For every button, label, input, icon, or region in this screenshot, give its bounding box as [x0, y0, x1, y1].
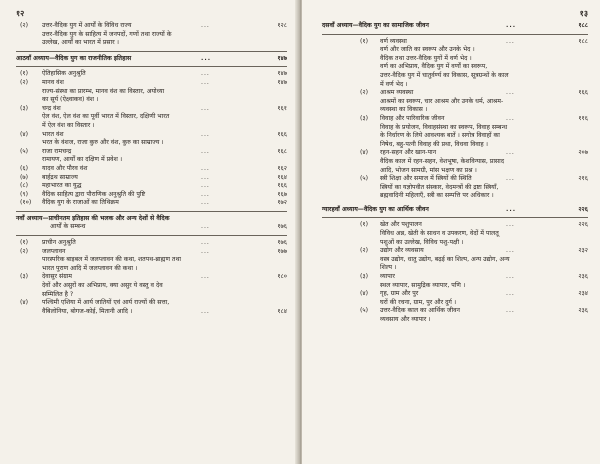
toc-text: पारस्परिक बाइबल में जलप्लावन की कथा, शतपथ-ब्राह्मण तथा: [42, 256, 182, 264]
page-ref: १४७: [277, 78, 287, 86]
item-number: (२): [20, 22, 29, 29]
toc-text: उल्लेख, आर्यों का भारत में प्रसार ।: [42, 39, 119, 47]
leader-dots: ...: [201, 164, 210, 172]
chapter-heading: [322, 206, 588, 215]
toc-line: [16, 113, 287, 122]
toc-line: [16, 174, 287, 183]
item-number: (४): [20, 299, 29, 307]
toc-text: आश्रमों का स्वरूप, चार आश्रम और उनके धर्म, आश्रम-: [380, 97, 504, 105]
item-number: (१०): [20, 199, 32, 207]
toc-text: में ऐल वंश का विस्तार ।: [42, 121, 95, 129]
toc-text: स्थल व्यापार, सामुद्रिक व्यापार, पणि ।: [380, 281, 466, 289]
toc-line: [322, 46, 588, 55]
toc-text: वैदिक तथा उत्तर-वैदिक युगों में वर्ण भेद ।: [380, 54, 472, 62]
item-number: (२): [20, 78, 29, 86]
toc-line: [16, 139, 287, 148]
leader-dots: ...: [506, 221, 515, 229]
toc-text: स्त्रियों का यज्ञोपवीत संस्कार, वेदमन्त्रों की द्रष्टा स्त्रियाँ,: [380, 183, 499, 191]
toc-line: [322, 63, 588, 72]
leader-dots: ...: [506, 175, 515, 183]
toc-text: शिल्प ।: [380, 264, 397, 272]
toc-line: [16, 282, 287, 291]
toc-text: वैदिक युग के राजाओं का तिथिक्रम: [42, 199, 119, 207]
item-number: (९): [20, 190, 29, 198]
toc-text: पश्चिमी एशिया में आर्य जातियों एवं आर्य राज्यों की सत्ता,: [42, 299, 170, 307]
toc-line: [16, 39, 287, 48]
item-number: (८): [20, 182, 29, 190]
toc-text: वस्त्र उद्योग, धातु उद्योग, बढ़ई का शिल्प, अन्य उद्योग, अन्य: [380, 255, 510, 263]
toc-line: [322, 316, 588, 325]
item-number: (२): [360, 89, 369, 97]
leader-dots: ...: [201, 173, 210, 181]
toc-line: [16, 165, 287, 174]
item-number: (५): [360, 175, 369, 183]
leader-dots: ...: [506, 22, 517, 29]
item-number: (६): [20, 164, 29, 172]
toc-line: [322, 307, 588, 316]
toc-text: नवाँ अध्याय—प्राचीनतम इतिहास की भलक और अन्य देशों से वैदिक: [16, 214, 170, 222]
leader-dots: ...: [506, 37, 515, 45]
toc-line: [322, 264, 588, 273]
toc-text: राजा रामचन्द्र: [42, 147, 72, 155]
leader-dots: ...: [201, 247, 210, 255]
toc-line: [322, 290, 588, 299]
item-number: (३): [20, 273, 29, 281]
section-rule: [322, 34, 588, 35]
toc-line: [322, 89, 588, 98]
leader-dots: ...: [201, 104, 210, 112]
toc-text: विवाह के प्रयोजन, विवाहसंस्था का स्वरूप, विवाह सम्बन्ध: [380, 123, 508, 131]
toc-text: पशुओं का उल्लेख, विविध पशु-पक्षी ।: [380, 238, 464, 246]
leader-dots: ...: [201, 22, 210, 29]
right-page-number: १३: [579, 9, 588, 18]
toc-line: [322, 239, 588, 248]
page-ref: १७६: [277, 223, 287, 231]
page-ref: १८८: [578, 37, 588, 45]
toc-line: [16, 308, 287, 317]
item-number: (२): [360, 247, 369, 255]
right-toc: [322, 22, 588, 325]
toc-text: गृह, ग्राम और पुर: [380, 290, 419, 298]
toc-line: [16, 299, 287, 308]
page-ref: १६१: [277, 104, 287, 112]
toc-text: वैदिक साहित्य द्वारा पौराणिक अनुश्रुति की पुष्टि: [42, 190, 146, 198]
toc-text: स्त्री शिक्षा और समाज में स्त्रियों की स्थिति: [380, 175, 472, 183]
leader-dots: ...: [506, 273, 515, 281]
toc-line: [16, 199, 287, 208]
page-ref: २२६: [578, 205, 588, 213]
item-number: (१): [20, 239, 29, 247]
toc-text: आर्यों के सम्बन्ध: [50, 223, 86, 231]
toc-text: भरत के वंशज, राजा कुरु और वंश, कुरु का साम्राज्य ।: [42, 139, 164, 147]
toc-line: [322, 106, 588, 115]
toc-line: [16, 79, 287, 88]
toc-text: ऐतिहासिक अनुश्रुति: [42, 70, 86, 78]
toc-text: व्यवसाय और व्यापार ।: [380, 316, 431, 323]
toc-line: [322, 247, 588, 256]
toc-text: भारत वंश: [42, 130, 64, 138]
toc-line: [16, 22, 287, 31]
leader-dots: ...: [506, 114, 515, 122]
page-ref: २३४: [578, 290, 588, 298]
toc-line: [16, 223, 287, 232]
left-page: [0, 0, 299, 464]
toc-text: में वर्ण भेद ।: [380, 80, 408, 88]
toc-line: [16, 291, 287, 300]
leader-dots: ...: [201, 182, 210, 190]
right-page: [302, 0, 600, 464]
leader-dots: ...: [201, 307, 210, 315]
toc-line: [16, 191, 287, 200]
leader-dots: ...: [506, 247, 515, 255]
item-number: (४): [20, 130, 29, 138]
item-number: (५): [20, 147, 29, 155]
toc-line: [16, 122, 287, 131]
toc-text: खेत और पशुपालन: [380, 221, 422, 229]
toc-text: वैबिलोनिया, बोगज-कोई, मितानी आदि ।: [42, 307, 133, 315]
page-ref: ११६: [578, 114, 588, 122]
toc-text: के निर्धारण के लिये आवश्यक बातें । सगोत्र विवाहों का: [380, 132, 500, 140]
toc-line: [322, 282, 588, 291]
page-ref: १६६: [578, 89, 588, 97]
toc-line: [322, 175, 588, 184]
toc-line: [322, 72, 588, 81]
item-number: (३): [360, 273, 369, 281]
page-ref: १६६: [277, 182, 287, 190]
item-number: (१): [20, 70, 29, 78]
page-ref: १४७: [277, 70, 287, 78]
toc-line: [322, 81, 588, 90]
page-ref: १६२: [277, 164, 287, 172]
page-ref: १२८: [277, 22, 287, 29]
page-ref: १६४: [277, 173, 287, 181]
leader-dots: ...: [201, 273, 210, 281]
toc-line: [322, 115, 588, 124]
item-number: (१): [360, 37, 369, 45]
toc-line: [322, 221, 588, 230]
toc-text: उद्योग और व्यवसाय: [380, 247, 424, 255]
leader-dots: ...: [201, 223, 210, 231]
toc-text: आठवाँ अध्याय—वैदिक युग का राजनीतिक इतिहास: [16, 54, 132, 62]
toc-text: का सूर्य (ऐक्ष्वाकव) वंश ।: [42, 96, 99, 104]
page-ref: १८४: [277, 307, 287, 315]
left-toc: [16, 22, 287, 316]
toc-text: निषेध, बहु-पत्नी विवाह की प्रथा, विधवा विवाह ।: [380, 140, 489, 148]
toc-line: [322, 141, 588, 150]
item-number: (५): [360, 307, 369, 315]
page-ref: १७२: [277, 199, 287, 207]
leader-dots: ...: [201, 199, 210, 207]
toc-line: [16, 273, 287, 282]
toc-text: रामायण, आर्यों का दक्षिण में प्रवेश ।: [42, 156, 123, 164]
leader-dots: ...: [506, 290, 515, 298]
section-rule: [16, 211, 287, 212]
page-ref: २१६: [578, 175, 588, 183]
toc-text: उत्तर-वैदिक युग के साहित्य में जनपदों, गणों तथा राज्यों के: [42, 30, 172, 38]
toc-text: प्राचीन अनुश्रुति: [42, 239, 76, 247]
section-rule: [16, 51, 287, 52]
leader-dots: ...: [201, 239, 210, 247]
toc-line: [322, 192, 588, 201]
toc-line: [322, 230, 588, 239]
page-ref: २३६: [578, 307, 588, 315]
leader-dots: ...: [201, 54, 212, 62]
toc-text: व्यवस्था का विकास ।: [380, 106, 428, 114]
toc-text: ऐल वंश, ऐल वंश का पूर्वी भारत में विस्तार, दक्षिणी भारत: [42, 113, 170, 121]
toc-line: [322, 256, 588, 265]
toc-text: दसवाँ अध्याय—वैदिक युग का सामाजिक जीवन: [322, 22, 429, 29]
toc-text: देवों और असुरों का अभिप्राय, क्या असुर ये वस्तु व देव: [42, 282, 163, 290]
toc-text: ग्यारहवाँ अध्याय—वैदिक युग का आर्थिक जीवन: [322, 205, 429, 213]
page-ref: १७६: [277, 239, 287, 247]
toc-text: आश्रम व्यवस्था: [380, 89, 414, 97]
leader-dots: ...: [506, 307, 515, 315]
toc-line: [322, 158, 588, 167]
section-rule: [16, 66, 287, 67]
toc-line: [16, 70, 287, 79]
leader-dots: ...: [201, 190, 210, 198]
toc-line: [16, 131, 287, 140]
toc-text: वर्ण का अभिप्राय, वैदिक युग में वर्णों का स्वरूप,: [380, 63, 488, 71]
toc-line: [322, 184, 588, 193]
page-ref: १७७: [277, 247, 287, 255]
leader-dots: ...: [506, 149, 515, 157]
leader-dots: ...: [201, 78, 210, 86]
page-ref: १६६: [277, 130, 287, 138]
toc-text: भारत पुराण आदि में जलप्लावन की कथा ।: [42, 264, 138, 272]
toc-line: [322, 38, 588, 47]
section-rule: [322, 217, 588, 218]
item-number: (३): [360, 114, 369, 122]
item-number: (२): [20, 247, 29, 255]
toc-text: उत्तर-वैदिक युग में आर्यों के विविध राज्य: [42, 22, 132, 29]
toc-line: [16, 248, 287, 257]
toc-text: विवाह और पारिवारिक जीवन: [380, 114, 445, 122]
toc-text: विविध अन्न, खेती के साधन व उपकरण, वेदों में पालतू: [380, 230, 499, 238]
page-ref: १६७: [277, 190, 287, 198]
item-number: (१): [360, 221, 369, 229]
toc-text: जलप्लावन: [42, 247, 66, 255]
toc-text: वर्ण व्यवस्था: [380, 37, 407, 45]
chapter-heading: [322, 22, 588, 31]
toc-text: घरों की रचना, ग्राम, पुर और दुर्ग ।: [380, 298, 457, 306]
section-rule: [16, 235, 287, 236]
toc-text: सम्मिलित है ?: [42, 290, 74, 298]
toc-text: देवासुर संग्राम: [42, 273, 72, 281]
page-ref: २०७: [578, 149, 588, 157]
toc-text: ब्रह्मवादिनी महिलाएँ, स्त्री का सम्पत्ति पर अधिकार ।: [380, 192, 494, 200]
toc-text: वर्ण और जाति का स्वरूप और उनके भेद ।: [380, 46, 475, 54]
toc-line: [16, 239, 287, 248]
toc-line: [322, 273, 588, 282]
toc-line: [16, 156, 287, 165]
toc-text: वैदिक काल में रहन-सहन, वेशभूषा, केशविन्यास, प्रासाद: [380, 157, 504, 165]
page-ref: १६८: [277, 147, 287, 155]
toc-line: [322, 98, 588, 107]
toc-line: [16, 182, 287, 191]
toc-line: [16, 31, 287, 40]
leader-dots: ...: [201, 70, 210, 78]
toc-text: महाभारत का युद्ध: [42, 182, 82, 190]
toc-line: [16, 256, 287, 265]
leader-dots: ...: [506, 205, 517, 213]
page-ref: १४७: [277, 54, 287, 62]
toc-text: यादव और पौरव वंश: [42, 164, 88, 172]
toc-text: उत्तर-वैदिक काल का आर्थिक जीवन: [380, 307, 460, 315]
item-number: (७): [20, 173, 29, 181]
toc-line: [322, 149, 588, 158]
item-number: (४): [360, 149, 369, 157]
toc-line: [322, 167, 588, 176]
toc-text: मानव वंश: [42, 78, 64, 86]
toc-text: बार्हद्रथ साम्राज्य: [42, 173, 78, 181]
toc-line: [16, 88, 287, 97]
toc-text: रहन-सहन और खान-पान: [380, 149, 437, 157]
left-page-number: १२: [16, 9, 25, 18]
toc-line: [16, 96, 287, 105]
toc-line: [322, 124, 588, 133]
leader-dots: ...: [201, 147, 210, 155]
toc-text: राज्य-संस्था का प्रारम्भ, मानव वंश का विस्तार, अयोध्या: [42, 87, 165, 95]
toc-text: व्यापार: [380, 273, 395, 281]
page-ref: १८८: [578, 22, 588, 29]
item-number: (४): [360, 290, 369, 298]
page-ref: २२६: [578, 221, 588, 229]
toc-text: चन्द्र वंश: [42, 104, 61, 112]
toc-line: [322, 132, 588, 141]
page-ref: २३२: [578, 247, 588, 255]
leader-dots: ...: [506, 89, 515, 97]
chapter-heading: [16, 55, 287, 64]
page-ref: १८०: [277, 273, 287, 281]
leader-dots: ...: [201, 130, 210, 138]
page-ref: २३६: [578, 273, 588, 281]
item-number: (३): [20, 104, 29, 112]
toc-text: उत्तर-वैदिक युग में चातुर्वर्ण्य का विकास, सूत्रग्रन्थों के काल: [380, 71, 509, 79]
toc-text: आदि, भोजन सामग्री, मांस भक्षण का प्रश्न ।: [380, 166, 477, 174]
